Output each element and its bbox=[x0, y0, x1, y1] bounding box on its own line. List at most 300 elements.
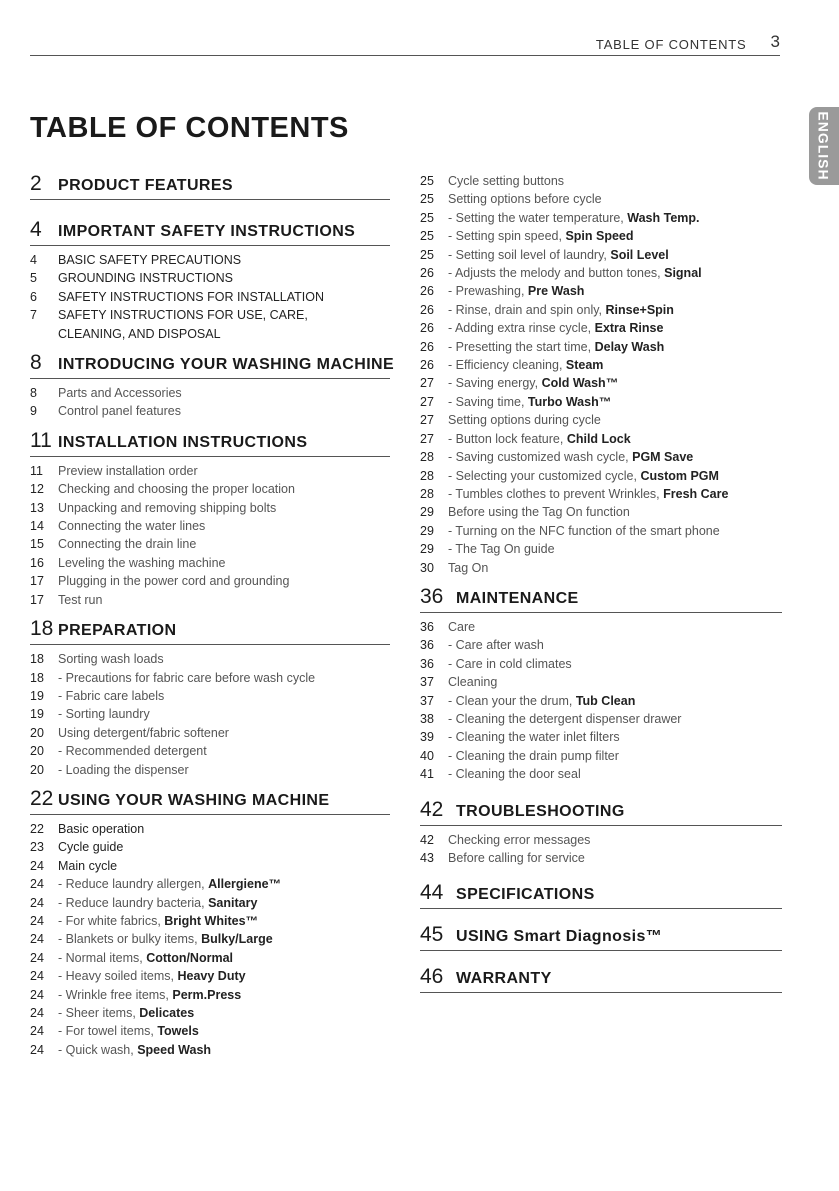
toc-entry[interactable] bbox=[420, 356, 782, 374]
toc-entry-page: 24 bbox=[30, 1042, 44, 1057]
toc-entry-text bbox=[448, 673, 497, 691]
toc-entry-page: 24 bbox=[30, 877, 44, 892]
toc-entry-text bbox=[58, 669, 315, 687]
toc-section bbox=[420, 798, 782, 868]
toc-section-heading[interactable] bbox=[30, 218, 390, 246]
toc-entry-page: 24 bbox=[30, 950, 44, 965]
toc-entry-text bbox=[448, 467, 719, 485]
toc-section bbox=[420, 923, 782, 951]
toc-entry-text bbox=[448, 264, 702, 282]
toc-entry-page: 9 bbox=[30, 404, 37, 419]
toc-section bbox=[30, 617, 390, 779]
toc-entry-page: 24 bbox=[30, 913, 44, 928]
toc-entry[interactable] bbox=[420, 831, 782, 849]
toc-section-number: 8 bbox=[30, 351, 42, 375]
toc-section-heading[interactable] bbox=[420, 881, 782, 909]
toc-entry-page: 24 bbox=[30, 969, 44, 984]
toc-entry[interactable] bbox=[420, 301, 782, 319]
toc-entry[interactable] bbox=[30, 384, 390, 402]
toc-entry-label: Parts and Accessories bbox=[58, 386, 182, 401]
toc-entry-label: - For towel items, bbox=[58, 1024, 158, 1039]
toc-entry-text bbox=[448, 503, 630, 521]
toc-entry[interactable] bbox=[420, 282, 782, 300]
toc-entry[interactable] bbox=[420, 411, 782, 429]
toc-entry-label: - Precautions for fabric care before wash cycle bbox=[58, 670, 316, 685]
toc-entry-term: Cotton/Normal bbox=[146, 950, 234, 965]
toc-entry-label: - Sorting laundry bbox=[58, 707, 150, 722]
toc-entry-label: SAFETY INSTRUCTIONS FOR INSTALLATION bbox=[58, 289, 325, 304]
toc-entry-text bbox=[448, 522, 720, 540]
toc-section bbox=[420, 965, 782, 993]
toc-entry-label: SAFETY INSTRUCTIONS FOR USE, CARE, bbox=[58, 308, 308, 323]
toc-entry-page: 36 bbox=[420, 638, 434, 653]
toc-entry[interactable] bbox=[30, 986, 390, 1004]
toc-entry-label: - Loading the dispenser bbox=[58, 762, 189, 777]
toc-entry-text bbox=[448, 172, 564, 190]
toc-entry-page: 37 bbox=[420, 675, 434, 690]
toc-entry-label: Connecting the drain line bbox=[58, 537, 197, 552]
toc-entry-text bbox=[58, 986, 241, 1004]
toc-entry[interactable] bbox=[30, 912, 390, 930]
toc-entry[interactable] bbox=[420, 246, 782, 264]
toc-entry-text bbox=[58, 761, 189, 779]
toc-entry-term: Rinse+Spin bbox=[605, 302, 674, 317]
toc-entry-page: 25 bbox=[420, 192, 434, 207]
language-tab bbox=[809, 107, 839, 185]
toc-entry-text bbox=[58, 269, 233, 287]
toc-entry[interactable] bbox=[30, 325, 390, 343]
toc-entry-page: 14 bbox=[30, 519, 44, 534]
page-title: TABLE OF CONTENTS bbox=[30, 112, 349, 144]
toc-entry-term: Wash Temp. bbox=[627, 210, 700, 225]
toc-entry-page: 19 bbox=[30, 688, 44, 703]
toc-entry[interactable] bbox=[420, 264, 782, 282]
toc-entry-text bbox=[58, 572, 289, 590]
toc-entry-page: 11 bbox=[30, 463, 43, 478]
toc-entry[interactable] bbox=[30, 1022, 390, 1040]
toc-section bbox=[30, 787, 390, 1059]
toc-entry-page: 39 bbox=[420, 730, 434, 745]
toc-entry[interactable] bbox=[420, 393, 782, 411]
toc-entry[interactable] bbox=[30, 480, 390, 498]
toc-section bbox=[420, 585, 782, 784]
toc-entry[interactable] bbox=[420, 172, 782, 190]
toc-entry-label: - Saving time, bbox=[448, 394, 528, 409]
toc-entry-page: 25 bbox=[420, 229, 434, 244]
toc-entry-term: Custom PGM bbox=[640, 468, 719, 483]
toc-entry-label: - Quick wash, bbox=[58, 1042, 138, 1057]
toc-entry-text bbox=[58, 591, 102, 609]
toc-entry-text bbox=[448, 282, 584, 300]
toc-entry-page: 40 bbox=[420, 748, 434, 763]
toc-entry[interactable] bbox=[420, 485, 782, 503]
toc-entry[interactable] bbox=[420, 636, 782, 654]
toc-entry-page: 5 bbox=[30, 271, 37, 286]
toc-entry-term: Signal bbox=[664, 266, 702, 281]
toc-entry-term: Child Lock bbox=[566, 431, 631, 446]
toc-entry-term: Delicates bbox=[139, 1006, 195, 1020]
toc-section-number: 11 bbox=[30, 428, 52, 452]
toc-entry-text bbox=[58, 650, 164, 668]
toc-entry-text bbox=[448, 831, 590, 849]
toc-entry-text bbox=[448, 710, 681, 728]
toc-entry[interactable] bbox=[420, 710, 782, 728]
toc-entry-label: Before using the Tag On function bbox=[448, 505, 630, 520]
toc-entry-page: 22 bbox=[30, 821, 44, 836]
toc-entry-label: - Reduce laundry allergen, bbox=[58, 877, 209, 892]
toc-entry[interactable] bbox=[30, 669, 390, 687]
running-header bbox=[30, 34, 780, 56]
toc-entry-text bbox=[58, 857, 117, 875]
toc-entry-label: - Care after wash bbox=[448, 638, 544, 653]
toc-entry-page: 26 bbox=[420, 339, 434, 354]
toc-section-heading[interactable] bbox=[30, 617, 390, 645]
toc-section bbox=[30, 351, 395, 421]
toc-entry-text bbox=[58, 306, 308, 324]
toc-entry[interactable] bbox=[420, 747, 782, 765]
toc-entry-label: Cleaning bbox=[448, 675, 498, 690]
toc-entry[interactable] bbox=[30, 269, 390, 287]
toc-entry-term: Spin Speed bbox=[565, 229, 634, 244]
toc-entry-term: Bulky/Large bbox=[201, 932, 273, 947]
toc-right-column bbox=[420, 172, 782, 1007]
toc-entry-page: 36 bbox=[420, 619, 434, 634]
toc-entry-label: Using detergent/fabric softener bbox=[58, 725, 229, 740]
toc-section-number: 46 bbox=[420, 965, 444, 989]
toc-entry[interactable] bbox=[30, 1041, 390, 1059]
toc-section-number: 22 bbox=[30, 786, 54, 810]
toc-entry[interactable] bbox=[420, 448, 782, 466]
toc-entry-label: Unpacking and removing shipping bolts bbox=[58, 500, 277, 515]
toc-entry-label: - Setting spin speed, bbox=[448, 229, 566, 244]
toc-entry[interactable] bbox=[30, 462, 390, 480]
toc-section-number: 44 bbox=[420, 881, 444, 905]
toc-entry-text bbox=[58, 535, 196, 553]
toc-entry-text bbox=[58, 1022, 199, 1040]
toc-entry[interactable] bbox=[30, 705, 390, 723]
toc-entry-text bbox=[448, 448, 693, 466]
toc-entry-page: 29 bbox=[420, 523, 434, 538]
toc-entry-label: - Cleaning the detergent dispenser drawer bbox=[448, 711, 682, 726]
toc-entry[interactable] bbox=[30, 499, 390, 517]
toc-entry-page: 20 bbox=[30, 744, 44, 759]
toc-entry[interactable] bbox=[420, 673, 782, 691]
toc-section-title: MAINTENANCE bbox=[456, 589, 579, 607]
toc-section-heading[interactable] bbox=[30, 172, 390, 200]
toc-entry-text bbox=[58, 462, 198, 480]
toc-entry[interactable] bbox=[30, 967, 390, 985]
toc-entry[interactable] bbox=[30, 572, 390, 590]
toc-section-title: SPECIFICATIONS bbox=[456, 886, 595, 904]
toc-entry-label: - Setting the water temperature, bbox=[448, 210, 628, 225]
toc-entry-page: 24 bbox=[30, 987, 44, 1002]
toc-entry[interactable] bbox=[420, 374, 782, 392]
toc-entry[interactable] bbox=[30, 820, 390, 838]
toc-entry-label: - Sheer items, bbox=[58, 1006, 140, 1020]
toc-entry-label: - Heavy soiled items, bbox=[58, 969, 178, 984]
toc-entry-label: - Selecting your customized cycle, bbox=[448, 468, 641, 483]
toc-entry-page: 38 bbox=[420, 711, 434, 726]
toc-entry-label: - Tumbles clothes to prevent Wrinkles, bbox=[448, 486, 664, 501]
toc-entry[interactable] bbox=[420, 190, 782, 208]
toc-entry-page: 24 bbox=[30, 932, 44, 947]
toc-entry-text bbox=[448, 356, 603, 374]
toc-entry-label: Before calling for service bbox=[448, 851, 585, 865]
toc-entry-label: GROUNDING INSTRUCTIONS bbox=[58, 271, 233, 286]
toc-entry-label: - Saving customized wash cycle, bbox=[448, 450, 633, 465]
toc-section-heading[interactable] bbox=[420, 798, 782, 826]
toc-entry-page: 16 bbox=[30, 555, 44, 570]
toc-entry-page: 18 bbox=[30, 652, 44, 667]
toc-entry-page: 20 bbox=[30, 762, 44, 777]
toc-entry-text bbox=[448, 765, 581, 783]
toc-entry[interactable] bbox=[30, 838, 390, 856]
toc-entry-label: - Cleaning the door seal bbox=[448, 767, 581, 782]
toc-entry-label: Connecting the water lines bbox=[58, 519, 206, 534]
toc-entry-text bbox=[448, 485, 728, 503]
toc-entry-page: 28 bbox=[420, 468, 434, 483]
toc-entry[interactable] bbox=[420, 338, 782, 356]
toc-entry[interactable] bbox=[30, 930, 390, 948]
page-number: 3 bbox=[770, 32, 780, 51]
toc-entry-page: 24 bbox=[30, 1006, 44, 1020]
toc-section bbox=[30, 429, 390, 609]
toc-entry-label: Preview installation order bbox=[58, 463, 198, 478]
toc-entry-term: Heavy Duty bbox=[177, 969, 246, 984]
toc-entry[interactable] bbox=[420, 692, 782, 710]
toc-entry-page: 25 bbox=[420, 247, 434, 262]
toc-entry[interactable] bbox=[30, 306, 390, 324]
toc-entry[interactable] bbox=[420, 728, 782, 746]
toc-entry-label: Main cycle bbox=[58, 858, 118, 873]
toc-entry-page: 29 bbox=[420, 542, 434, 557]
toc-entry-label: Care bbox=[448, 619, 476, 634]
toc-entry-page: 26 bbox=[420, 284, 434, 299]
toc-entry-page: 6 bbox=[30, 289, 37, 304]
toc-entry-page: 13 bbox=[30, 500, 44, 515]
toc-entry[interactable] bbox=[420, 467, 782, 485]
toc-entry[interactable] bbox=[30, 1004, 390, 1022]
toc-entry[interactable] bbox=[30, 761, 390, 779]
toc-entry-term: Steam bbox=[565, 358, 604, 373]
toc-section-number: 2 bbox=[30, 172, 42, 195]
toc-entry-label: - Fabric care labels bbox=[58, 688, 165, 703]
toc-entry-term: Perm.Press bbox=[172, 987, 242, 1002]
toc-entry-page: 41 bbox=[420, 767, 434, 782]
toc-entry-page: 30 bbox=[420, 560, 434, 575]
toc-entry-label: - Cleaning the drain pump filter bbox=[448, 748, 619, 763]
toc-entry[interactable] bbox=[30, 251, 390, 269]
toc-right-sections bbox=[420, 585, 782, 993]
toc-entry-term: Fresh Care bbox=[663, 486, 729, 501]
toc-entry-text bbox=[448, 559, 488, 577]
toc-entry-label: - For white fabrics, bbox=[58, 913, 165, 928]
toc-entry-page: 20 bbox=[30, 725, 44, 740]
toc-entry-page: 25 bbox=[420, 210, 434, 225]
toc-entry-page: 12 bbox=[30, 482, 44, 497]
toc-entry[interactable] bbox=[30, 742, 390, 760]
toc-entry-text bbox=[58, 1004, 194, 1022]
toc-section-title: INSTALLATION INSTRUCTIONS bbox=[58, 433, 308, 451]
toc-entry-label: - The Tag On guide bbox=[448, 542, 555, 557]
toc-entry-text bbox=[448, 636, 544, 654]
toc-entry[interactable] bbox=[420, 540, 782, 558]
toc-entry-page: 8 bbox=[30, 386, 37, 401]
toc-entry-page: 19 bbox=[30, 707, 44, 722]
toc-entry-term: Delay Wash bbox=[594, 339, 665, 354]
toc-entry[interactable] bbox=[30, 875, 390, 893]
toc-entry-text bbox=[448, 540, 555, 558]
toc-entry-label: Checking error messages bbox=[448, 832, 591, 847]
toc-entry-page: 7 bbox=[30, 308, 37, 323]
toc-entry-text bbox=[448, 319, 663, 337]
toc-entry[interactable] bbox=[30, 894, 390, 912]
toc-entry-page: 4 bbox=[30, 253, 37, 267]
toc-entry-label: - Clean your the drum, bbox=[448, 693, 576, 708]
toc-entry[interactable] bbox=[30, 949, 390, 967]
toc-entry-text bbox=[448, 618, 475, 636]
toc-entry-label: Setting options before cycle bbox=[448, 192, 602, 207]
toc-entry-label: - Setting soil level of laundry, bbox=[448, 247, 611, 262]
toc-entry[interactable] bbox=[30, 554, 390, 572]
toc-section bbox=[420, 881, 782, 909]
toc-entry-page: 43 bbox=[420, 851, 434, 865]
toc-entry-label: Sorting wash loads bbox=[58, 652, 164, 667]
toc-entry-label: - Normal items, bbox=[58, 950, 147, 965]
toc-entry-text bbox=[448, 209, 700, 227]
toc-entry-label: - Blankets or bulky items, bbox=[58, 932, 202, 947]
toc-entry-page: 27 bbox=[420, 413, 434, 428]
toc-entry[interactable] bbox=[30, 857, 390, 875]
toc-entry-text bbox=[448, 849, 585, 867]
toc-section-number: 18 bbox=[30, 617, 54, 641]
toc-entry-text bbox=[58, 325, 221, 343]
toc-entry-term: Sanitary bbox=[208, 895, 258, 910]
toc-entry-label: CLEANING, AND DISPOSAL bbox=[58, 326, 221, 341]
toc-entry-text bbox=[58, 875, 281, 893]
toc-entry-term: PGM Save bbox=[632, 450, 694, 465]
toc-entry-term: Speed Wash bbox=[137, 1042, 212, 1057]
toc-section-number: 45 bbox=[420, 923, 444, 947]
toc-entry-text bbox=[448, 338, 664, 356]
toc-entry-label: Leveling the washing machine bbox=[58, 555, 226, 570]
toc-entry-text bbox=[448, 430, 631, 448]
toc-entry[interactable] bbox=[30, 517, 390, 535]
toc-entry-text bbox=[448, 301, 674, 319]
toc-entry-term: Cold Wash™ bbox=[541, 376, 619, 391]
running-header-title: TABLE OF CONTENTS bbox=[595, 37, 747, 52]
toc-entry-term: Soil Level bbox=[610, 247, 669, 262]
toc-entry-text bbox=[58, 820, 144, 838]
toc-entry-label: - Cleaning the water inlet filters bbox=[448, 730, 620, 745]
toc-entry[interactable] bbox=[30, 650, 390, 668]
toc-entry[interactable] bbox=[30, 724, 390, 742]
toc-section-heading[interactable] bbox=[420, 965, 782, 993]
toc-entry[interactable] bbox=[420, 655, 782, 673]
toc-entry-text bbox=[58, 517, 205, 535]
toc-entry[interactable] bbox=[30, 535, 390, 553]
toc-entry-text bbox=[58, 251, 241, 269]
toc-entry-page: 17 bbox=[30, 592, 44, 607]
toc-entry[interactable] bbox=[420, 430, 782, 448]
toc-entry-label: Tag On bbox=[448, 560, 489, 575]
toc-entry-label: - Saving energy, bbox=[448, 376, 542, 391]
toc-entry[interactable] bbox=[30, 687, 390, 705]
toc-entry-text bbox=[58, 949, 233, 967]
toc-entry[interactable] bbox=[420, 319, 782, 337]
toc-entry[interactable] bbox=[420, 209, 782, 227]
toc-entry-term: Tub Clean bbox=[575, 693, 636, 708]
toc-entry-text bbox=[448, 246, 669, 264]
toc-entry-text bbox=[448, 227, 634, 245]
toc-entry-text bbox=[58, 912, 258, 930]
toc-entry-label: Test run bbox=[58, 592, 103, 607]
toc-entry-text bbox=[448, 374, 618, 392]
toc-entry-term: Pre Wash bbox=[527, 284, 585, 299]
toc-section-heading[interactable] bbox=[30, 787, 390, 815]
toc-entry-text bbox=[58, 742, 207, 760]
toc-entry[interactable] bbox=[420, 618, 782, 636]
toc-section-number: 42 bbox=[420, 797, 444, 821]
toc-section-title: TROUBLESHOOTING bbox=[456, 802, 625, 820]
toc-entry-label: - Presetting the start time, bbox=[448, 339, 595, 354]
toc-entry[interactable] bbox=[420, 765, 782, 783]
toc-entry[interactable] bbox=[420, 849, 782, 867]
toc-entry-page: 17 bbox=[30, 574, 44, 589]
toc-entry-term: Turbo Wash™ bbox=[527, 394, 612, 409]
toc-entry-page: 36 bbox=[420, 656, 434, 671]
toc-section-heading[interactable] bbox=[420, 585, 782, 613]
toc-entry-page: 26 bbox=[420, 266, 434, 281]
toc-section-heading[interactable] bbox=[30, 429, 390, 457]
toc-entry-text bbox=[58, 894, 257, 912]
toc-entry-text bbox=[448, 393, 611, 411]
toc-entry-page: 24 bbox=[30, 858, 44, 873]
toc-entry-text bbox=[448, 692, 635, 710]
toc-entry-label: - Wrinkle free items, bbox=[58, 987, 173, 1002]
toc-section-title: PREPARATION bbox=[58, 622, 177, 640]
toc-section-heading[interactable] bbox=[420, 923, 782, 951]
toc-section-title: PRODUCT FEATURES bbox=[58, 177, 233, 194]
toc-entry-page: 37 bbox=[420, 693, 434, 708]
toc-entry-text bbox=[448, 411, 601, 429]
toc-entry-label: - Adjusts the melody and button tones, bbox=[448, 266, 665, 281]
toc-entry[interactable] bbox=[30, 591, 390, 609]
toc-entry-page: 18 bbox=[30, 670, 44, 685]
toc-entry-text bbox=[58, 705, 150, 723]
toc-entry[interactable] bbox=[420, 227, 782, 245]
toc-left-column bbox=[30, 172, 395, 1067]
toc-entry-text bbox=[58, 384, 182, 402]
toc-entry-text bbox=[448, 190, 602, 208]
toc-section-heading[interactable] bbox=[30, 351, 395, 379]
toc-entry-text bbox=[58, 1041, 211, 1059]
toc-entry-label: Cycle setting buttons bbox=[448, 174, 565, 188]
toc-entry[interactable] bbox=[30, 288, 390, 306]
toc-entry[interactable] bbox=[420, 522, 782, 540]
toc-section-title: WARRANTY bbox=[456, 970, 552, 988]
toc-entry-label: - Efficiency cleaning, bbox=[448, 358, 566, 373]
toc-entry[interactable] bbox=[420, 503, 782, 521]
toc-entry-label: Setting options during cycle bbox=[448, 413, 601, 428]
toc-entry-text bbox=[448, 747, 619, 765]
toc-entry[interactable] bbox=[30, 402, 390, 420]
toc-section bbox=[30, 218, 390, 343]
toc-continued-entries bbox=[420, 172, 782, 577]
toc-entry-label: - Rinse, drain and spin only, bbox=[448, 302, 606, 317]
toc-entry[interactable] bbox=[420, 559, 782, 577]
toc-entry-page: 25 bbox=[420, 174, 434, 188]
